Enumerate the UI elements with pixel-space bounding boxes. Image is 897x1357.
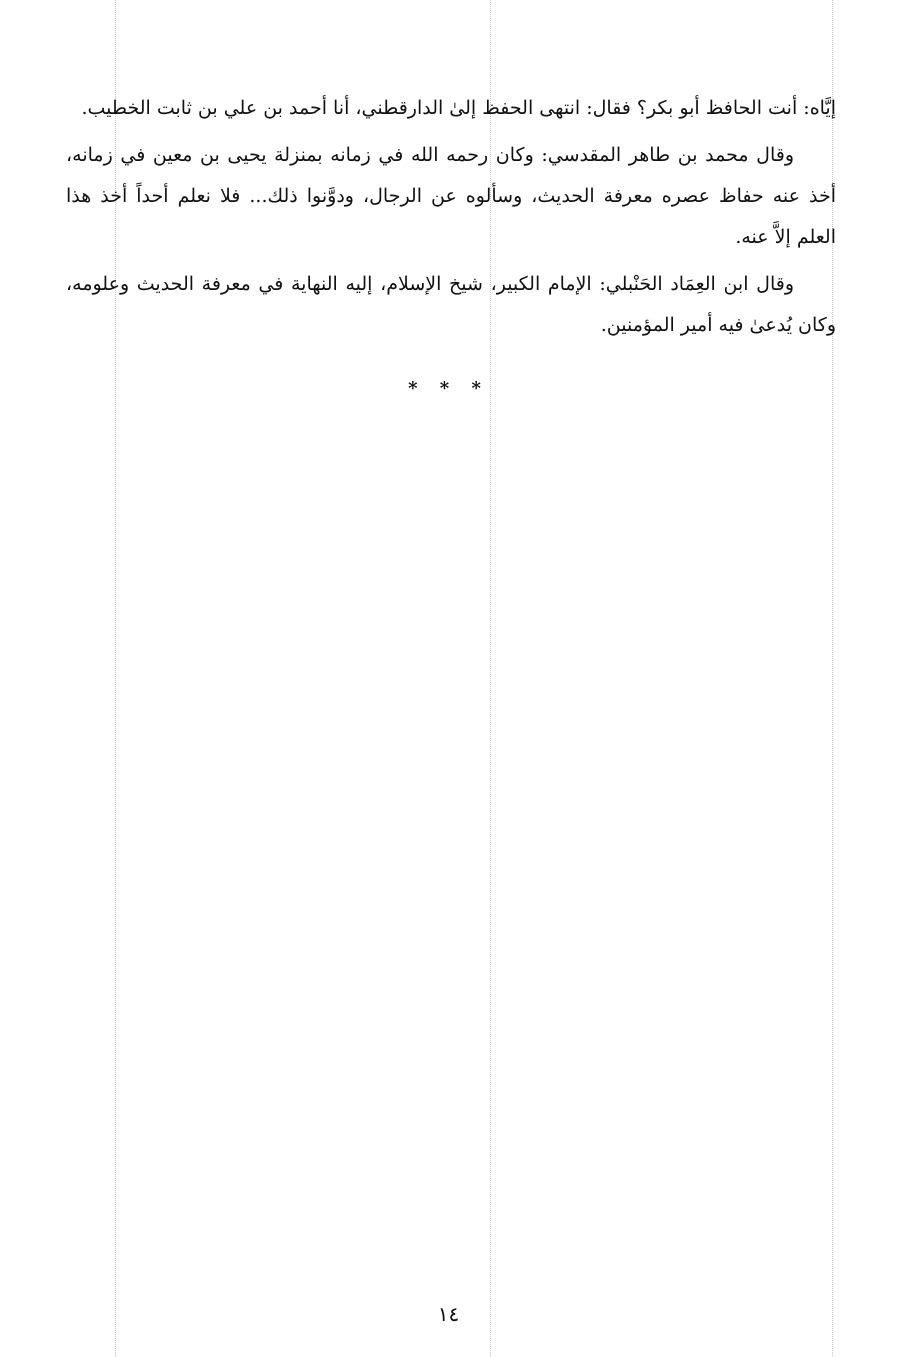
- paragraph-ibn-tahir-quote: وقال محمد بن طاهر المقدسي: وكان رحمه الله في زمانه بمنزلة يحيى بن معين في زمانه، أخذ عنه حفاظ عصره معرفة الحديث، وسألوه عن الرجال، ودوَّنوا ذلك... فلا نعلم أحداً أخذ هذا العلم إلاَّ عنه.: [66, 144, 836, 248]
- page-number: ١٤: [437, 1302, 460, 1326]
- section-separator: * * *: [408, 378, 489, 399]
- paragraph-khatib-quote: إيَّاه: أنت الحافظ أبو بكر؟ فقال: انتهى الحفظ إلىٰ الدارقطني، أنا أحمد بن علي بن ثابت الخطيب.: [81, 97, 836, 119]
- paragraph-ibn-al-imad-quote: وقال ابن العِمَاد الحَنْبلي: الإمام الكبير، شيخ الإسلام، إليه النهاية في معرفة الحديث وعلومه، وكان يُدعىٰ فيه أمير المؤمنين.: [66, 273, 836, 336]
- body-text: [66, 88, 836, 352]
